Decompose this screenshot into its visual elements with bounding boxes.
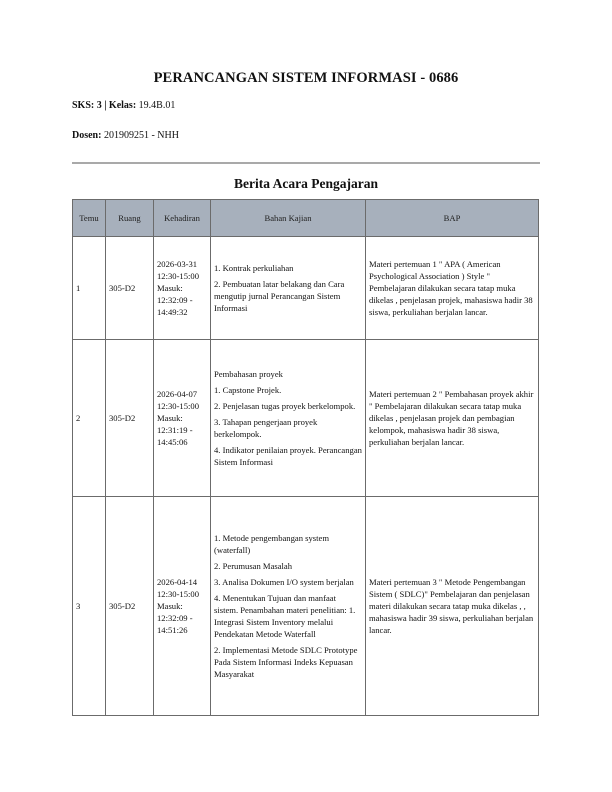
bahan-item: 1. Kontrak perkuliahan xyxy=(214,263,294,273)
table-row xyxy=(73,340,539,497)
sks-value: 3 xyxy=(96,100,102,111)
bahan-cell xyxy=(211,340,366,497)
kehadiran-cell: 2026-04-14 12:30-15:00 Masuk: 12:32:09 - 14:51:26 xyxy=(154,497,211,716)
kehadiran-cell: 2026-04-07 12:30-15:00 Masuk: 12:31:19 - 14:45:06 xyxy=(154,340,211,497)
bahan-item: 3. Tahapan pengerjaan proyek berkelompok. xyxy=(214,417,318,439)
header-bap: BAP xyxy=(366,200,539,237)
section-title: Berita Acara Pengajaran xyxy=(234,176,378,191)
kehadiran-cell: 2026-03-31 12:30-15:00 Masuk: 12:32:09 - 14:49:32 xyxy=(154,237,211,340)
bahan-item: 2. Perumusan Masalah xyxy=(214,561,293,571)
temu-cell: 1 xyxy=(73,237,106,340)
course-meta xyxy=(72,100,175,111)
bahan-cell xyxy=(211,497,366,716)
bahan-item: 4. Indikator penilaian proyek. Perancangan Sistem Informasi xyxy=(214,445,362,467)
bap-cell: Materi pertemuan 2 " Pembahasan proyek akhir " Pembelajaran dilakukan secara tatap muka dikelas , penjelasan projek dan pembagian kelompok, mahasiswa hadir 38 siswa, perkuliahan berjalan lancar. xyxy=(366,340,539,497)
bahan-item: 2. Penjelasan tugas proyek berkelompok. xyxy=(214,401,356,411)
kelas-label: | Kelas: xyxy=(104,100,137,111)
ruang-cell: 305-D2 xyxy=(106,497,154,716)
table-row xyxy=(73,497,539,716)
header-bahan-kajian: Bahan Kajian xyxy=(211,200,366,237)
divider xyxy=(72,162,540,164)
ruang-cell: 305-D2 xyxy=(106,340,154,497)
bahan-item: 4. Menentukan Tujuan dan manfaat sistem. Penambahan materi penelitian: 1. Integrasi Sistem Inventory melalui Pendekatan Metode Waterfall xyxy=(214,593,356,639)
kelas-value: 19.4B.01 xyxy=(138,100,176,111)
lecturer-meta xyxy=(72,130,179,141)
teaching-report-table xyxy=(72,199,539,716)
dosen-label: Dosen: xyxy=(72,130,102,141)
temu-cell: 3 xyxy=(73,497,106,716)
bahan-cell xyxy=(211,237,366,340)
bahan-item: 2. Pembuatan latar belakang dan Cara mengutip jurnal Perancangan Sistem Informasi xyxy=(214,279,345,313)
bahan-item: 2. Implementasi Metode SDLC Prototype Pada Sistem Informasi Indeks Kepuasan Masyarakat xyxy=(214,645,358,679)
bahan-item: 3. Analisa Dokumen I/O system berjalan xyxy=(214,577,354,587)
table-header-row xyxy=(73,200,539,237)
header-temu: Temu xyxy=(73,200,106,237)
header-ruang: Ruang xyxy=(106,200,154,237)
sks-label: SKS: xyxy=(72,100,95,111)
bahan-item: 1. Capstone Projek. xyxy=(214,385,282,395)
bap-cell: Materi pertemuan 3 " Metode Pengembangan Sistem ( SDLC)" Pembelajaran dan penjelasan materi dilakukan secara tatap muka dikelas , , mahasiswa hadir 39 siswa, perkuliahan berjalan lancar. xyxy=(366,497,539,716)
bap-cell: Materi pertemuan 1 " APA ( American Psychological Association ) Style " Pembelajaran dilakukan secara tatap muka dikelas , penjelasan projek, mahasiswa hadir 38 siswa, perkuliahan berjalan lancar. xyxy=(366,237,539,340)
temu-cell: 2 xyxy=(73,340,106,497)
document-title: PERANCANGAN SISTEM INFORMASI - 0686 xyxy=(153,70,459,86)
bahan-item: Pembahasan proyek xyxy=(214,369,283,379)
table-row xyxy=(73,237,539,340)
bahan-item: 1. Metode pengembangan system (waterfall) xyxy=(214,533,330,555)
header-kehadiran: Kehadiran xyxy=(154,200,211,237)
dosen-value: 201909251 - NHH xyxy=(103,130,179,141)
ruang-cell: 305-D2 xyxy=(106,237,154,340)
